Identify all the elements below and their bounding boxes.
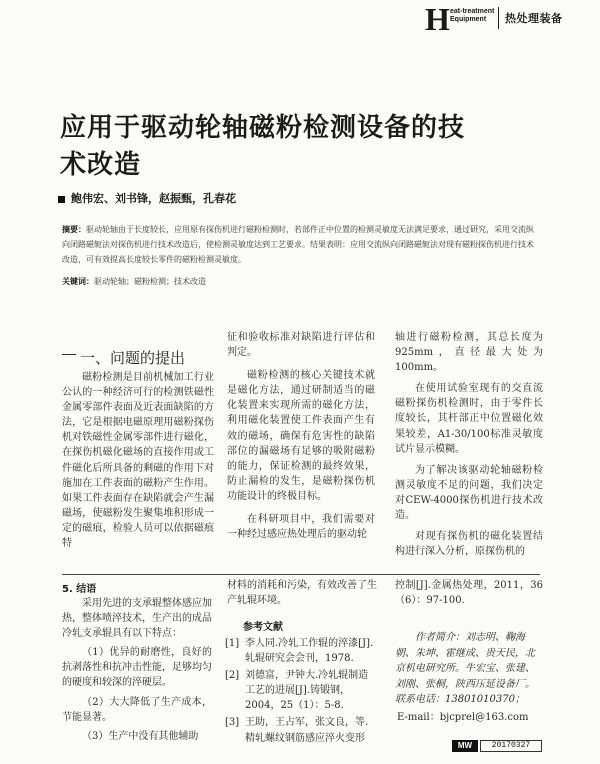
paragraph: 在科研项目中，我们需要对一种经过感应热处理后的驱动轮: [227, 514, 375, 541]
section-label: 热处理装备: [505, 12, 563, 25]
reference-number: [2]: [225, 670, 240, 682]
paragraph: （2）大大降低了生产成本，节能显著。: [62, 696, 212, 723]
reference-text: 刘德富，尹钟大.冷轧辊制造工艺的进展[J].铸锻钢，2004，25（1）：5-8.: [245, 670, 369, 712]
issue-code: 20170327: [480, 740, 542, 752]
paragraph: 轴进行磁粉检测，其总长度为925mm，直径最大处为100mm。: [395, 332, 543, 374]
journal-logo-line2: Equipment: [450, 16, 487, 23]
paragraph: 磁粉检测是目前机械加工行业公认的一种经济可行的检测铁磁性金属零部件表面及近表面缺陷的方法，它是根据电磁原理用磁粉探伤机对铁磁性金属零部件进行磁化，在探伤机磁化磁场的直接作用或工件磁化后所具备的剩磁的作用下对施加在工件表面的磁粉产生作用。如果工件表面存在缺陷就会产生漏磁场，使磁粉发生聚集堆积形成一定的磁痕，检验人员可以依据磁痕特: [62, 372, 214, 550]
paragraph: 材料的消耗和污染，有效改善了生产轧辊环境。: [227, 580, 377, 607]
reference-item: [225, 636, 377, 666]
journal-logo-line1: eat-treatment: [450, 8, 495, 15]
authors: 鲍伟宏、刘书锋，赵振甄，孔春花: [71, 192, 236, 205]
article-title: 应用于驱动轮轴磁粉检测设备的技术改造: [60, 113, 466, 180]
magazine-logo: MW: [452, 740, 478, 752]
author-email[interactable]: E-mail：bjcprel@163.com: [397, 712, 529, 723]
paragraph: 在使用试验室现有的交直流磁粉探伤机检测时，由于零件长度较长，其杆部正中位置磁化效果较差，A1-30/100标准灵敏度试片显示模糊。: [395, 383, 543, 455]
journal-logo-letter: H: [425, 1, 450, 37]
abstract: [62, 222, 540, 267]
reference-number: [3]: [225, 717, 240, 729]
column-6: [395, 578, 543, 608]
column-4: [62, 596, 212, 744]
paragraph: 对现有探伤机的磁化装置结构进行深入分析，原探伤机的: [395, 531, 543, 558]
keywords-text: 驱动轮轴；磁粉检测；技术改造: [94, 277, 206, 286]
reference-number: [1]: [225, 638, 240, 649]
author-line: [58, 190, 236, 206]
journal-logo-text: [450, 8, 494, 24]
reference-text: 王助，王占军，张文良，等.精轧螺纹钢筋感应淬火变形: [245, 717, 369, 744]
reference-item: [225, 668, 377, 713]
keywords-label: 关键词：: [62, 277, 94, 286]
reference-continuation: 控制[J].金属热处理，2011，36（6）：97-100.: [395, 580, 543, 607]
reference-item: [225, 715, 377, 745]
references-heading: 参考文献: [243, 622, 283, 633]
paragraph: 采用先进的支承辊整体感应加热，整体喷淬技术，生产出的成品冷轧支承辊具有以下特点：: [62, 598, 212, 640]
paragraph: （3）生产中没有其他辅助: [82, 730, 199, 742]
reference-text: 李人同.冷轧工作辊的淬漆[J].轧辊研究会会刊，1978.: [245, 638, 374, 665]
section-heading: 一、问题的提出: [80, 349, 186, 367]
page-divider: [62, 574, 540, 575]
paragraph: （1）优异的耐磨性，良好的抗剥落性和抗冲击性能，足够均匀的硬度和较深的淬硬层。: [62, 647, 212, 689]
paragraph: 磁粉检测的核心关键技术就是磁化方法，通过研制适当的磁化装置来实现所需的磁化方法，利用磁化装置使工件表面产生有效的磁场，确保有危害性的缺陷部位的漏磁场有足够的吸附磁粉的能力，保证检测的最终效果，防止漏检的发生，是磁粉探伤机功能设计的终极目标。: [227, 370, 375, 502]
paragraph: 为了解决该驱动轮轴磁粉检测灵敏度不足的问题，我们决定对CEW-4000探伤机进行技术改造。: [395, 464, 543, 522]
bullet-square-icon: [58, 196, 65, 203]
column-5: [227, 578, 377, 608]
author-bio: [395, 630, 543, 708]
header-divider: [498, 7, 499, 29]
column-3: [395, 330, 543, 559]
column-2: [227, 330, 375, 542]
section-heading: 5. 结语: [62, 584, 97, 595]
references-list: [225, 636, 377, 746]
abstract-text: 驱动轮轴由于长度较长，应用原有探伤机进行磁粉检测时，若部件正中位置的检测灵敏度无法满足要求，通过研究，采用交流纵向闭路磁轭法对探伤机进行技术改造后，使检测灵敏度达到工艺要求。结果表明：应用交流纵向闭路磁轭法对现有磁粉探伤机进行技术改造，可有效提高长度较长零件的磁粉检测灵敏度。: [62, 225, 534, 264]
keywords: [62, 276, 540, 287]
paragraph: 征和验收标准对缺陷进行评估和判定。: [227, 332, 375, 359]
heading-rule: [62, 354, 76, 355]
abstract-label: 摘要：: [62, 225, 86, 234]
author-bio-text: 作者简介：刘志明、鞠海朝、朱坤、霍继成、贵天民，北京机电研究所。牛宏宝、张建、刘刚、张桐，陕西压延设备厂。联系电话：13801010370；: [395, 632, 535, 705]
column-1: [62, 370, 214, 551]
